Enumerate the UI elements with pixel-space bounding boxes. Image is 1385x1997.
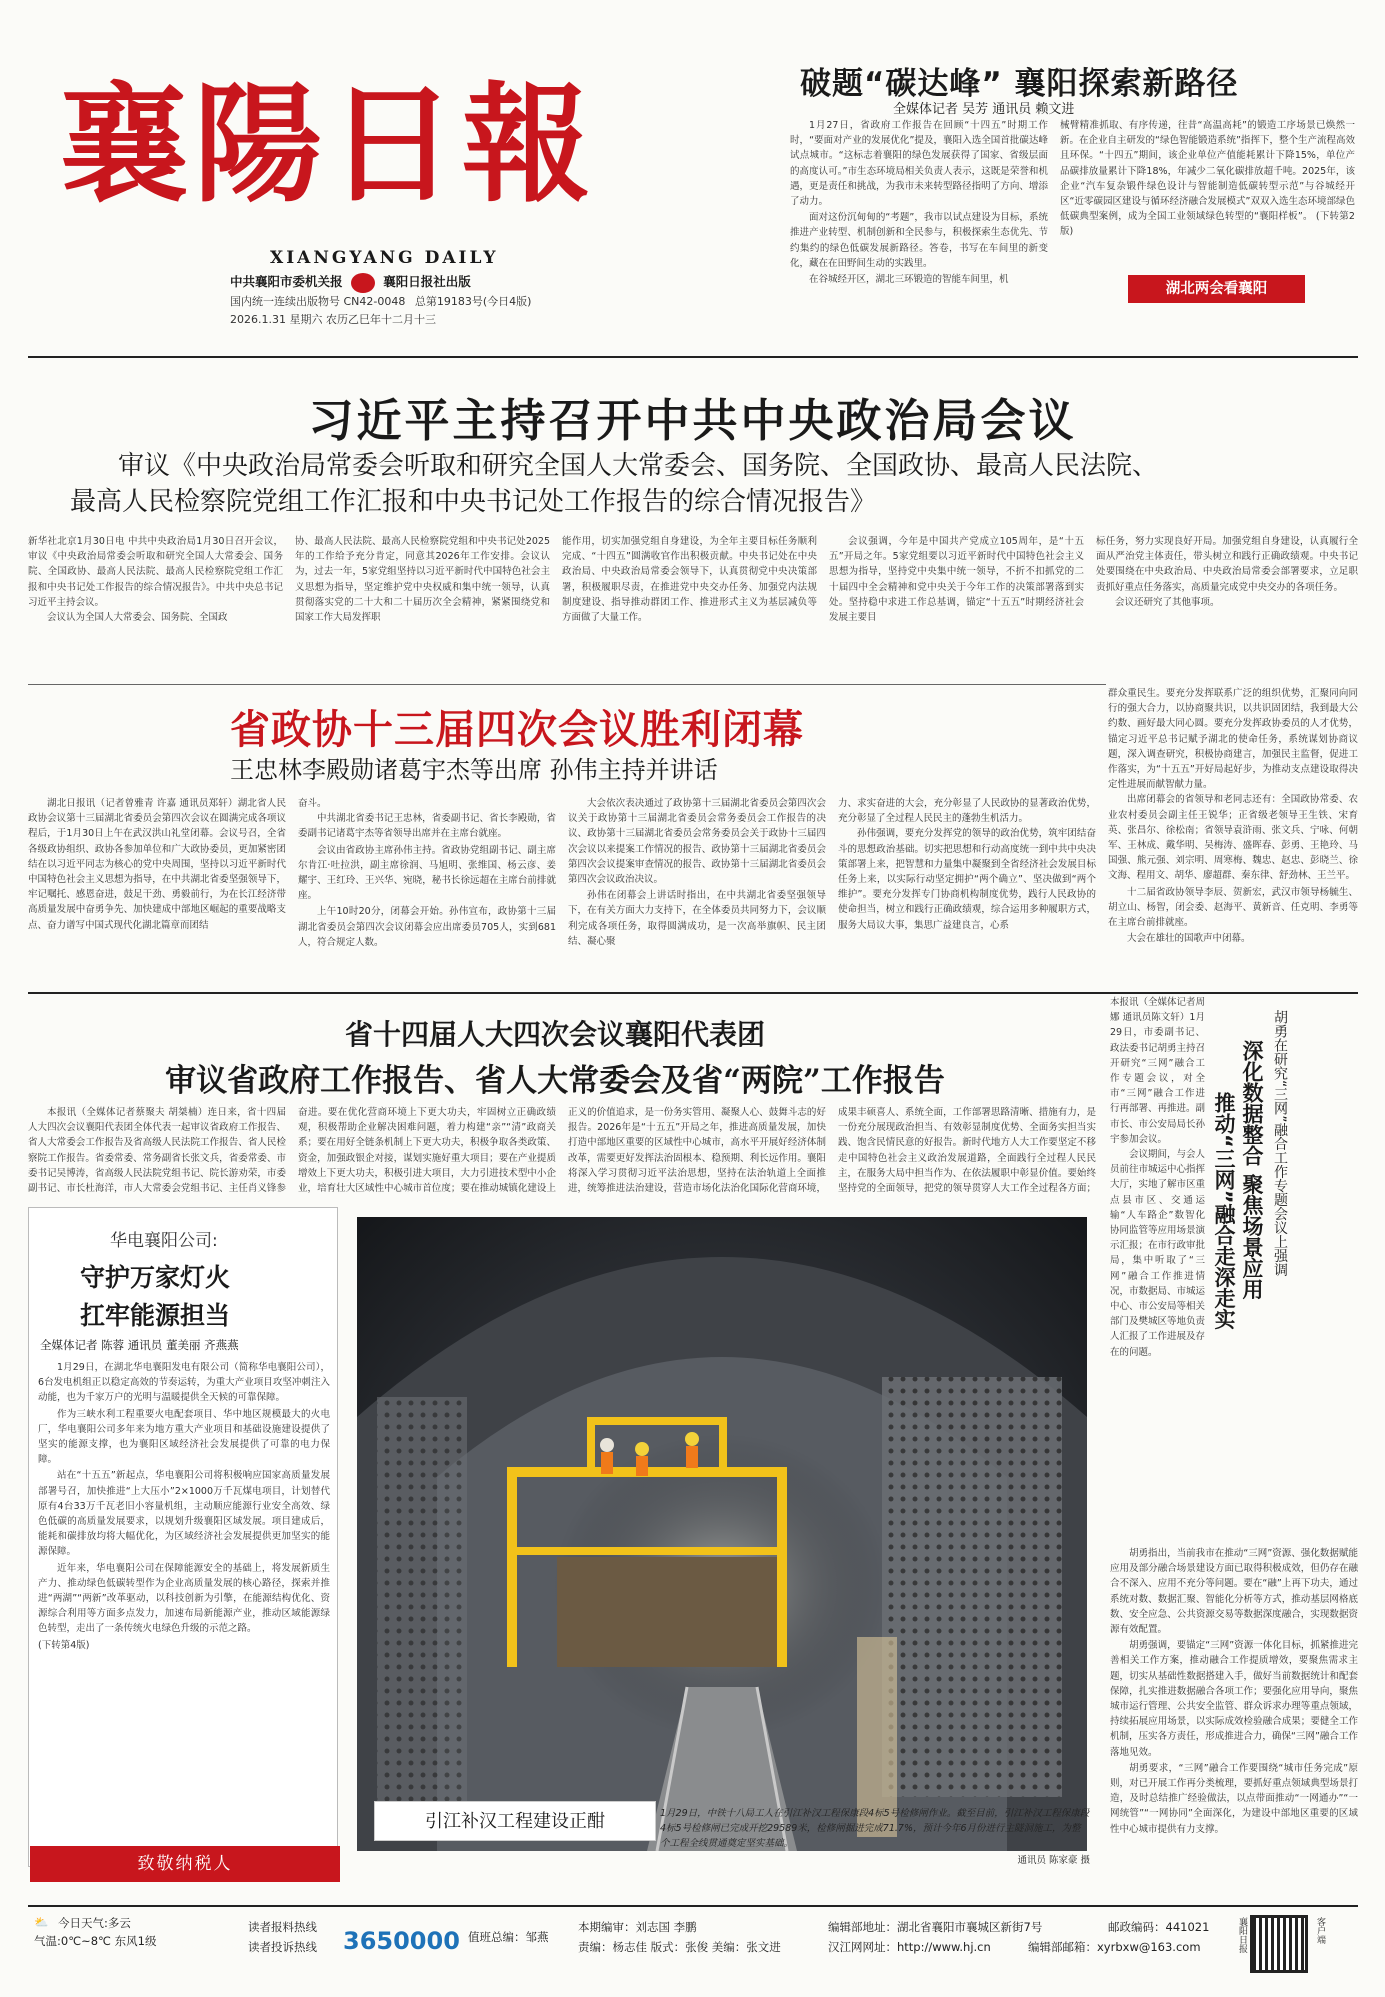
divider bbox=[28, 992, 1358, 994]
cppcc-col5 bbox=[1108, 686, 1358, 974]
npc-col3 bbox=[568, 1105, 826, 1197]
qr-code-icon[interactable] bbox=[1250, 1915, 1308, 1973]
postcode: 邮政编码：441021 bbox=[1108, 1920, 1210, 1934]
cppcc-col2-text-c: 会议由省政协主席孙伟主持。省政协党组副书记、副主席尔肯江·吐拉洪，副主席徐润、马旭明、张维国、杨云彦、姜耀宇、王红玲、王兴华、宛晓，秘书长徐远超在主席台前排就座。 bbox=[298, 844, 556, 902]
lead-story-col4-text: 会议强调，今年是中国共产党成立105周年，是“十五五”开局之年。5家党组要以习近平新时代中国特色社会主义思想为指导，坚持党中央集中统一领导，不折不扣抓党的二十届四中全会精神和党中央关于今年工作的决策部署落到实处。坚持稳中求进工作总基调，锚定“十五五”时期经济社会发展主要目 bbox=[829, 536, 1084, 624]
cppcc-col4-text-b: 孙伟强调，要充分发挥党的领导的政治优势，筑牢团结奋斗的思想政治基础。切实把思想和行动高度统一到中共中央决策部署上来，把智慧和力量集中凝聚到全省经济社会发展目标任务上来，以实际行动坚定拥护“两个确立”、坚决做到“两个维护”。要充分发挥专门协商机构制度优势，践行人民政协的使命担当，树立和践行正确政绩观，综合运用多种履职方式，服务大局议大事，集思广益建良言，心系 bbox=[838, 828, 1096, 931]
carbon-peak-lead-end: 在谷城经开区，湖北三环锻造的智能车间里，机 bbox=[809, 274, 1009, 286]
sanwang-headline-sub[interactable]: 推动“三网”融合走深走实 bbox=[1212, 1092, 1236, 1330]
lead-story-subtitle-2: 最高人民检察院党组工作汇报和中央书记处工作报告的综合情况报告》 bbox=[70, 487, 877, 517]
huadian-body-1: 1月29日，在湖北华电襄阳发电有限公司（简称华电襄阳公司），6台发电机组正以稳定高效的节奏运转，为重大产业项目攻坚冲刺注入动能，也为千家万户的光明与温暖提供全天候的可靠保障。 bbox=[38, 1362, 330, 1404]
lead-story-subtitle-1: 审议《中央政治局常委会听取和研究全国人大常委会、国务院、全国政协、最高人民法院、 bbox=[118, 451, 1159, 481]
organizer: 中共襄阳市委机关报 bbox=[230, 274, 343, 289]
lead-story-col1-text-b: 会议认为全国人大常委会、国务院、全国政 bbox=[47, 612, 228, 624]
cppcc-col4-text: 力、求实奋进的大会，充分彰显了人民政协的显著政治优势，充分彰显了全过程人民民主的蓬勃生机活力。 bbox=[838, 798, 1096, 825]
cppcc-col4 bbox=[838, 796, 1096, 974]
weather-icon: ⛅ bbox=[34, 1915, 49, 1929]
sanwang-body-1: 会议期间，与会人员前往市城运中心指挥大厅，实地了解市区重点县市区、交通运输“人车路企”数智化协同监管等应用场景演示汇报；在市行政审批局，集中听取了“三网”融合工作推进情况，市数据局、市城运中心、市公安局等相关部门及樊城区等地负责人汇报了工作进展及存在的问题。 bbox=[1110, 1149, 1205, 1358]
photo-credit: 通讯员 陈家豪 摄 bbox=[1017, 1855, 1090, 1866]
huadian-title-2[interactable]: 扛牢能源担当 bbox=[80, 1301, 231, 1330]
sanwang-body-col bbox=[1110, 1546, 1358, 1894]
qr-label-1: 襄阳日报 bbox=[1237, 1917, 1247, 1953]
carbon-peak-byline: 全媒体记者 吴芳 通讯员 赖文进 bbox=[893, 102, 1075, 117]
carbon-peak-col1 bbox=[790, 118, 1048, 324]
sanwang-body-4: 胡勇要求，“三网”融合工作要围绕“城市任务完成”原则，对已开展工作再分类梳理，要抓好重点领域典型场景打造，及时总结推广经验做法，以点带面推动“一网通办”“一网统管”“一网协同”全面深化，为建设中部地区重要的区域性中心城市提供有力支撑。 bbox=[1110, 1762, 1358, 1835]
editors-line-1: 本期编审：刘志国 李鹏 bbox=[578, 1920, 697, 1934]
cppcc-col1-text: 湖北日报讯（记者曾雅青 许嘉 通讯员郑轩）湖北省人民政协会议第十三届湖北省委员会第四次会议在圆满完成各项议程后，于1月30日上午在武汉洪山礼堂闭幕。会议号召，全省各级政协组织、政协各参加单位和广大政协委员，更加紧密团结在以习近平同志为核心的党中央周围，坚持以习近平新时代中国特色社会主义思想为指导，在中共湖北省委坚强领导下，牢记嘱托、感恩奋进，鼓足干劲、勇毅前行，为在长江经济带高质量发展中奋勇争先、加快建成中部地区崛起的重要战略支点、奋力谱写中国式现代化湖北篇章而团结 bbox=[28, 798, 286, 931]
editors-line-2: 责编：杨志佳 版式：张俊 美编：张文进 bbox=[578, 1940, 781, 1954]
cppcc-col3-text-b: 孙伟在闭幕会上讲话时指出，在中共湖北省委坚强领导下，在有关方面大力支持下，在全体委员共同努力下，会议顺利完成各项任务，取得圆满成功，是一次高举旗帜、民主团结、凝心聚 bbox=[568, 890, 826, 947]
hotline-label-1: 读者报料热线 bbox=[248, 1920, 317, 1934]
lead-story-title[interactable]: 习近平主持召开中共中央政治局会议 bbox=[308, 394, 1077, 447]
lead-story-col5 bbox=[1096, 534, 1358, 682]
npc-col2 bbox=[298, 1105, 556, 1197]
lead-story-col2: 协、最高人民法院、最高人民检察院党组和中央书记处2025年的工作给予充分肯定，同意其2026年工作安排。会议认为，过去一年，5家党组坚持以习近平新时代中国特色社会主义思想为指导，坚定维护党中央权威和集中统一领导，认真贯彻落实党的二十大和二十届历次全会精神，紧紧围绕党和国家工作大局发挥职 bbox=[295, 536, 550, 624]
duty-editor: 值班总编：邹燕 bbox=[468, 1930, 549, 1944]
hotline-number[interactable]: 3650000 bbox=[343, 1927, 460, 1955]
npc-title-1[interactable]: 省十四届人大四次会议襄阳代表团 bbox=[344, 1018, 765, 1051]
serial-number: 国内统一连续出版物号 CN42-0048 bbox=[230, 295, 406, 308]
huadian-title-1[interactable]: 守护万家灯火 bbox=[80, 1263, 231, 1292]
editorial-address: 编辑部地址：湖北省襄阳市襄城区新街7号 bbox=[828, 1920, 1043, 1934]
lead-story-col1 bbox=[28, 534, 283, 682]
lead-story-col3: 能作用，切实加强党组自身建设，为全年主要目标任务顺利完成、“十四五”圆满收官作出积极贡献。中央书记处在中央政治局、中央政治局常委会领导下，认真贯彻党中央决策部署，积极履职尽责，在推进党中央交办任务、加强党内法规制度建设、指导推动群团工作、推进形式主义为基层减负等方面做了大量工作。 bbox=[562, 536, 817, 624]
cppcc-col3 bbox=[568, 796, 826, 974]
temperature: 气温:0℃~8℃ 东风1级 bbox=[34, 1934, 157, 1948]
qr-label-2: 客户端 bbox=[1315, 1917, 1325, 1944]
email[interactable]: 编辑部邮箱：xyrbxw@163.com bbox=[1028, 1940, 1201, 1954]
masthead-title: 襄陽日報 bbox=[60, 70, 597, 220]
cppcc-col5-text: 群众重民生。要充分发挥联系广泛的组织优势，汇聚同向同行的强大合力，以协商聚共识，以共识固团结，我到最大公约数、画好最大同心圆。要充分发挥政协委员的人才优势，锚定习近平总书记赋予湖北的使命任务，系统谋划协商议题，深入调查研究，积极协商建言，加强民主监督，促进工作落实，为“十五五”开好局起好步，为推动支点建设取得决定性进展而献智献力量。 bbox=[1108, 688, 1358, 791]
newspaper-logo-icon bbox=[351, 273, 375, 293]
weather: 今日天气:多云 bbox=[58, 1916, 131, 1930]
footer bbox=[28, 1905, 1358, 1985]
photo-note bbox=[660, 1806, 1090, 1868]
huadian-body-4: 近年来，华电襄阳公司在保障能源安全的基础上，将发展新质生产力、推动绿色低碳转型作为企业高质量发展的核心路径，探索并推进“两湖”“两新”改革驱动，以科技创新为引擎，在能源结构优化、资源综合利用等方面多点发力，加速布局新能源产业，推动区域能源绿色转型，走出了一条传统火电绿色升级的示范之路。 bbox=[38, 1562, 330, 1635]
sanwang-lead-col bbox=[1110, 995, 1205, 1543]
lead-story-col5-text: 标任务，努力实现良好开局。加强党组自身建设，认真履行全面从严治党主体责任，带头树立和践行正确政绩观。中央书记处要围绕在中央政治局、中央政治局常委会部署要求，立足职责抓好重点任务落实，高质量完成党中央交办的各项任务。 bbox=[1096, 536, 1358, 593]
carbon-peak-continuation: 械臂精准抓取、有序传递，往昔“高温高耗”的锻造工序场景已焕然一新。在企业自主研发的“绿色智能锻造系统”指挥下，整个生产流程高效且环保。“十四五”期间，该企业单位产值能耗累计下降15%，单位产品碳排放量累计下降18%，年减少二氧化碳排放超千吨。2025年，该企业“汽车复杂锻件绿色设计与智能制造低碳转型示范”与谷城经开区“近零碳园区建设与循环经济融合发展模式”双双入选生态环境部绿色低碳典型案例，成为全国工业领域绿色转型的“襄阳样板”。 bbox=[1060, 120, 1355, 223]
masthead-organizer-line bbox=[230, 272, 471, 293]
npc-title-2[interactable]: 审议省政府工作报告、省人大常委会及省“两院”工作报告 bbox=[165, 1063, 945, 1099]
cppcc-col2 bbox=[298, 796, 556, 974]
carbon-peak-lead-extra: 面对这份沉甸甸的“考题”，我市以试点建设为目标，系统推进产业转型、机制创新和全民参与，积极探索生态优先、节约集约的绿色低碳发展新路径。答卷，书写在车间里的新变化，藏在在田野间生动的实践里。 bbox=[790, 212, 1048, 269]
npc-col1 bbox=[28, 1105, 286, 1197]
lead-story-col4 bbox=[829, 534, 1084, 682]
lead-story-col1-text: 新华社北京1月30日电 中共中央政治局1月30日召开会议，审议《中央政治局常委会听取和研究全国人大常委会、国务院、全国政协、最高人民法院、最高人民检察院党组工作汇报和中央书记处工作报告的综合情况报告》。中共中央总书记习近平主持会议。 bbox=[28, 536, 283, 608]
cppcc-col2-text: 奋斗。 bbox=[298, 798, 327, 809]
huadian-body-2: 作为三峡水利工程重要火电配套项目、华中地区规模最大的火电厂，华电襄阳公司多年来为地方重大产业项目和基础设施建设提供了坚实的能源支撑，也为襄阳区域经济社会发展提供了可靠的电力保障。 bbox=[38, 1408, 330, 1466]
sanwang-body-2: 胡勇指出，当前我市在推动“三网”资源、强化数据赋能应用及部分融合场景建设方面已取得积极成效，但仍存在融合不深入、应用不充分等问题。要在“融”上再下功夫，通过系统对数、数据汇聚、智能化分析等方式，推动基层网格底数、安全应急、公共资源交易等数据深度融合，实现数据资源有效配置。 bbox=[1110, 1548, 1358, 1636]
cppcc-col1 bbox=[28, 796, 286, 974]
issue-number: 总第19183号(今日4版) bbox=[414, 295, 532, 308]
sanwang-body-3: 胡勇强调，要锚定“三网”资源一体化目标，抓紧推进完善相关工作方案，推动融合工作提质增效，要聚焦需求主题，切实从基础性数据搭建入手，做好当前数据统计和配套保障，扎实推进数据融合各项工作；要强化应用导向，聚焦城市运行管理、公共安全监管、群众诉求办理等重点领域，持续拓展应用场景，以实际成效检验融合成果；要健全工作机制，压实各方责任，形成推进合力，确保“三网”融合工作落地见效。 bbox=[1110, 1640, 1358, 1758]
publisher: 襄阳日报社出版 bbox=[383, 274, 471, 289]
carbon-peak-headline[interactable]: 破题“碳达峰” 襄阳探索新路径 bbox=[800, 66, 1239, 102]
cppcc-col5-text-c: 十二届省政协领导李辰、贺新宏，武汉市领导杨毓生、胡立山、杨智，闭会委、赵海平、黄新音、任克明、李勇等在主席台前排就座。 bbox=[1108, 886, 1358, 929]
cppcc-title[interactable]: 省政协十三届四次会议胜利闭幕 bbox=[230, 706, 804, 753]
lianghui-tag[interactable]: 湖北两会看襄阳 bbox=[1128, 275, 1305, 303]
photo-note-text: 1月29日，中铁十八局工人在引江补汉工程保康段4标5号检修闸作业。截至目前，引江补汉工程保康段4标5号检修闸已完成开挖29589米，检修闸掘进完成71.7%，预计今年6月份进行主隧洞施工，为整个工程全线贯通奠定坚实基础。 bbox=[660, 1808, 1090, 1849]
publication-info bbox=[230, 293, 531, 309]
tunnel-illustration bbox=[357, 1217, 1090, 1851]
npc-col4 bbox=[838, 1105, 1096, 1197]
divider bbox=[28, 356, 1358, 358]
sanwang-lead: 本报讯（全媒体记者周娜 通讯员陈文轩）1月29日，市委副书记、政法委书记胡勇主持召开研究“三网”融合工作专题会议，对全市“三网”融合工作进行再部署、再推进。副市长、市公安局局长孙宇参加会议。 bbox=[1110, 997, 1205, 1145]
hotline-label-2: 读者投诉热线 bbox=[248, 1940, 317, 1954]
huadian-body bbox=[38, 1360, 330, 1842]
cppcc-col5-text-d: 大会在雄壮的国歌声中闭幕。 bbox=[1127, 933, 1251, 945]
npc-col4-text: 成果丰硕喜人、系统全面，工作部署思路清晰、措施有力，是一份充分展现政治担当、有效彰显制度优势、全面务实担当实践、饱含民情民意的好报告。新时代地方人大工作要坚定不移走中国特色社会主义政治发展道路，全面践行全过程人民民主，在服务大局中担当作为、在依法履职中彰显价值。要始终坚持党的全面领导，把党的领导贯穿人大工作全过程各方面； bbox=[838, 1107, 1096, 1195]
carbon-peak-col2 bbox=[1060, 118, 1355, 268]
divider bbox=[28, 684, 1106, 685]
masthead-english: XIANGYANG DAILY bbox=[270, 248, 499, 268]
website[interactable]: 汉江网网址：http://www.hj.cn bbox=[828, 1940, 991, 1954]
carbon-peak-turn-note: (下转第2版) bbox=[1060, 211, 1355, 238]
lead-story-col5-text-b: 会议还研究了其他事项。 bbox=[1115, 596, 1220, 608]
huadian-turn-note: (下转第4版) bbox=[38, 1639, 90, 1651]
cppcc-col3-text: 大会依次表决通过了政协第十三届湖北省委员会第四次会议关于政协第十三届湖北省委员会常务委员会工作报告的决议、政协第十三届湖北省委员会常务委员会关于政协十三届四次会议以来提案工作情况的报告、政协第十三届湖北省委员会第四次会议提案审查情况的报告、政协第十三届湖北省委员会第四次会议政治决议。 bbox=[568, 798, 826, 886]
carbon-peak-lead: 1月27日，省政府工作报告在回顾“十四五”时期工作时，“要面对产业的发展优化”提及，襄阳入选全国首批碳达峰试点城市。“这标志着襄阳的绿色发展获得了国家、省级层面的高度认可。”市生态环境局相关负责人表示，这既是荣誉和机遇，更是责任和挑战，为我市未来转型路径指明了方向、增添了动力。 bbox=[790, 120, 1048, 208]
cppcc-subtitle: 王忠林李殿勋诸葛宇杰等出席 孙伟主持并讲话 bbox=[230, 756, 718, 784]
huadian-company: 华电襄阳公司: bbox=[110, 1231, 218, 1251]
npc-col2-text: 奋进。要在优化营商环境上下更大功夫，牢固树立正确政绩观，积极帮助企业解决困难问题，着力构建“亲”“清”政商关系；要在用好全链条机制上下更大功夫，积极争取各类政策、资金，加强政银企对接，谋划实施好重大项目；要在产业提质增效上下更大功夫，积极引进大项目，大力引进技术型中小企业，培育壮大区域性中心城市首位度；要在推动城镇化建设上 bbox=[298, 1107, 556, 1195]
cppcc-col2-text-b: 中共湖北省委书记王忠林，省委副书记、省长李殿勋，省委副书记诸葛宇杰等省领导出席并在主席台就座。 bbox=[298, 813, 556, 840]
cppcc-col2-text-d: 上午10时20分，闭幕会开始。孙伟宣布，政协第十三届湖北省委员会第四次会议闭幕会应出席委员705人，实到681人，符合规定人数。 bbox=[298, 906, 556, 948]
sanwang-headline-main[interactable]: 深化数据整合 聚焦场景应用 bbox=[1240, 1040, 1264, 1300]
sanwang-kicker: 胡勇在研究“三网”融合工作专题会议上强调 bbox=[1272, 1010, 1288, 1277]
huadian-body-3: 站在“十五五”新起点，华电襄阳公司将积极响应国家高质量发展部署号召，加快推进“上大压小”2×1000万千瓦煤电项目，计划替代原有4台33万千瓦老旧小容量机组，主动顺应能源行业安全高效、绿色低碳的高质量发展要求，以规划升级襄阳区域发展。项目建成后，能耗和碳排放均将大幅优化，为区域经济社会发展提供更加坚实的能源保障。 bbox=[38, 1470, 330, 1558]
tunnel-photo[interactable] bbox=[357, 1217, 1090, 1851]
npc-col1-text: 本报讯（全媒体记者蔡聚夫 胡桀楠）连日来，省十四届人大四次会议襄阳代表团全体代表一起审议省政府工作报告、省人大常委会工作报告及省高级人民法院工作报告、省人民检察院工作报告。省委常委、常务副省长张文兵，省委常委、市委书记吴博涛，省高级人民法院党组书记、院长游劝荣，市委副书记、市长杜海洋，市人大常委会党组书记、主任肖义锋参 bbox=[28, 1107, 286, 1195]
publication-date: 2026.1.31 星期六 农历乙巳年十二月十三 bbox=[230, 313, 436, 326]
huadian-byline: 全媒体记者 陈蓉 通讯员 董美丽 齐燕燕 bbox=[40, 1338, 239, 1352]
npc-col3-text: 正义的价值追求，是一份务实管用、凝聚人心、鼓舞斗志的好报告。2026年是“十五五”开局之年，推进高质量发展，加快打造中部地区重要的区域性中心城市，高水平开展好经济体制改革，需要更好发挥法治固根本、稳预期、利长远作用。襄阳将深入学习贯彻习近平法治思想，坚持在法治轨道上全面推进，统筹推进法治建设，营造市场化法治化国际化营商环境， bbox=[568, 1107, 826, 1195]
photo-caption[interactable]: 引江补汉工程建设正酣 bbox=[374, 1801, 656, 1841]
cppcc-col5-text-b: 出席闭幕会的省领导和老同志还有：全国政协常委、农业农村委员会副主任王锐华；正省级老领导王生铁、宋育英、张昌尔、徐松南；省领导袁浒雨、张文兵、宁咏、何朝军、王林成、戴华明、吴梅涛、盛晖春、彭勇、王艳玲、马国强、熊元强、刘宗明、周寒梅、魏忠、赵忠、彭晓兰、徐文海、程用文、胡华、廖超群、秦东律、舒劲林、王兰平。 bbox=[1108, 794, 1358, 882]
taxpayer-salute-banner[interactable]: 致敬纳税人 bbox=[30, 1846, 340, 1882]
